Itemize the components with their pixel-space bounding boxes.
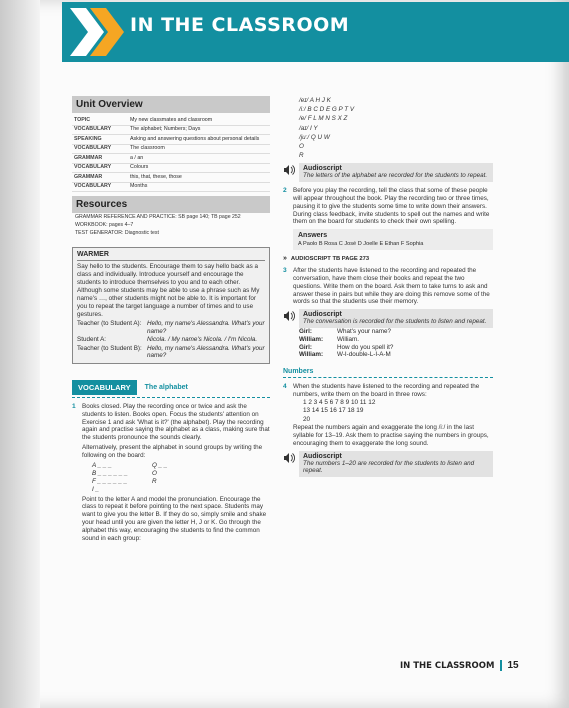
exercise-item: 1 Books closed. Play the recording once or twice and ask the students to listen. Books open. Focus the students' attention on Exercise 1 and ask 'What is it?' (the alphabet). Play the recording again and practise saying the alphabet as a class, making sure that the students pronounce the sounds clearly. Alternatively, present the alphabet in sound groups by writing the following on the board: A _ _ _ Q _ _ B _ _ _ _ _ _ O F _ _ _ _ _ _ R I _ Point to the letter A and model the pronunciation. Encourage the class to repeat it before pointing to the next space. Students may want to give you the letter B. If they do so, simply smile and shake your head until you are given the letter H, J or K. Go through the alphabet this way, encouraging the students to find the common sound in each group: xyxy=(72,402,270,542)
exercise-text: Point to the letter A and model the pronunciation. Encourage the class to repeat it before pointing to the next space. Students may want to give you the letter B. If they do so, simply smile and shake your head until you are given the letter H, J or K. Go through the alphabet this way, encouraging the students to find the common sound in each group: xyxy=(82,495,267,542)
speaker-icon xyxy=(283,451,295,463)
audioscript-reference: » AUDIOSCRIPT TB PAGE 273 xyxy=(283,255,370,263)
overview-row: VOCABULARY Months xyxy=(72,182,270,192)
dialogue-line: Teacher (to Student A): Hello, my name's Alessandra. What's your name? xyxy=(77,320,265,335)
phonetic-groups: /eɪ/ A H J K /iː/ B C D E G P T V /e/ F L M N S X Z /aɪ/ I Y /juː/ Q U W O R xyxy=(299,97,355,160)
exercise-text: Books closed. Play the recording once or twice and ask the students to listen. Books open. Focus the students' attention on Exercise 1 and ask 'What is it?' (the alphabet). Play the recording again and practise saying the alphabet as a class, making sure that the students pronounce the sounds clearly. xyxy=(82,402,270,442)
exercise-item: 3 After the students have listened to the recording and repeated the conversation, have them close their books and repeat the two questions. Write them on the board. Ask them to take turns to ask and answer these in pairs but while they are doing this remove some of the words so that the students use their memory. xyxy=(283,267,490,306)
resources-line: GRAMMAR REFERENCE AND PRACTICE: SB page 140; TB page 252 xyxy=(75,214,241,220)
exercise-item: 4 When the students have listened to the recording and repeated the numbers, write them on the board in three rows: 1 2 3 4 5 6 7 8 9 10 11 12 13 14 15 16 17 18 19 20 Repeat the numbers again and exaggerate the long /iː/ in the last syllable for 13–19. Ask them to practise saying the numbers in groups, encouraging them to exaggerate the long sound. xyxy=(283,383,489,447)
double-arrow-icon: » xyxy=(283,255,287,263)
page-footer xyxy=(400,660,519,671)
left-column xyxy=(72,96,270,542)
divider xyxy=(283,377,493,378)
page-title: IN THE CLASSROOM xyxy=(130,14,350,36)
resources-line: TEST GENERATOR: Diagnostic test xyxy=(75,230,159,236)
dialogue-line: Student A: Nicola. / My name's Nicola. / I'm Nicola. xyxy=(77,336,258,344)
book-gutter xyxy=(0,0,40,708)
overview-row: VOCABULARY The classroom xyxy=(72,144,270,154)
unit-overview-heading: Unit Overview xyxy=(72,96,270,113)
chevron-logo-icon xyxy=(66,4,126,60)
warmer-text: Say hello to the students. Encourage them to say hello back as a class and individually. Introduce yourself and encourage the students to introduce themselves to you and to each other. Although some students may be able to use a phrase such as My name's …, other students might not be able to. It is important for you to repeat the target language a number of times and to use gestures. xyxy=(77,263,260,318)
unit-overview-table xyxy=(72,116,270,192)
page-number: 15 xyxy=(500,660,518,671)
overview-row: GRAMMAR this, that, these, those xyxy=(72,173,270,183)
overview-row: TOPIC My new classmates and classroom xyxy=(72,116,270,125)
speaker-icon xyxy=(283,309,295,321)
warmer-heading: WARMER xyxy=(77,251,265,261)
board-groups: A _ _ _ Q _ _ B _ _ _ _ _ _ O F _ _ _ _ _ _ R I _ xyxy=(92,461,168,493)
overview-row: VOCABULARY Colours xyxy=(72,163,270,173)
footer-title: IN THE CLASSROOM xyxy=(400,660,495,671)
vocabulary-heading xyxy=(72,380,270,395)
resources-line: WORKBOOK: pages 4–7 xyxy=(75,222,134,228)
divider xyxy=(72,397,270,398)
audioscript-box: Audioscript The letters of the alphabet are recorded for the students to repeat. xyxy=(283,163,493,182)
dialogue-line: Teacher (to Student B): Hello, my name's Alessandra. What's your name? xyxy=(77,344,265,360)
audioscript-box: Audioscript The numbers 1–20 are recorded for the students to listen and repeat. xyxy=(283,451,493,478)
exercise-item: 2 Before you play the recording, tell the class that some of these people will appear throughout the book. Play the recording two or three times, pausing it to give the students some time to write down their answers. During class feedback, invite students to spell out the names and write them on the board for students to check their own spelling. xyxy=(283,187,490,226)
vocabulary-subtitle: The alphabet xyxy=(144,383,188,391)
speaker-icon xyxy=(283,163,295,175)
overview-row: VOCABULARY The alphabet; Numbers; Days xyxy=(72,125,270,135)
overview-row: SPEAKING Asking and answering questions about personal details xyxy=(72,135,270,145)
overview-row: GRAMMAR a / an xyxy=(72,154,270,164)
vocabulary-tag: VOCABULARY xyxy=(72,380,137,395)
audioscript-box: Audioscript The conversation is recorded for the students to listen and repeat. xyxy=(283,309,493,328)
numbers-heading: Numbers xyxy=(283,368,314,376)
resources-heading: Resources xyxy=(72,196,270,213)
right-column xyxy=(283,96,493,477)
answers-box: Answers A Paolo B Rosa C José D Joelle E Ethan F Sophia xyxy=(293,229,493,250)
exercise-text: Alternatively, present the alphabet in sound groups by writing the following on the board: xyxy=(82,443,263,459)
warmer-box xyxy=(72,247,270,364)
conversation: Girl: What's your name? William: William. Girl: How do you spell it? William: W-I-double-L-I-A-M xyxy=(299,327,394,359)
